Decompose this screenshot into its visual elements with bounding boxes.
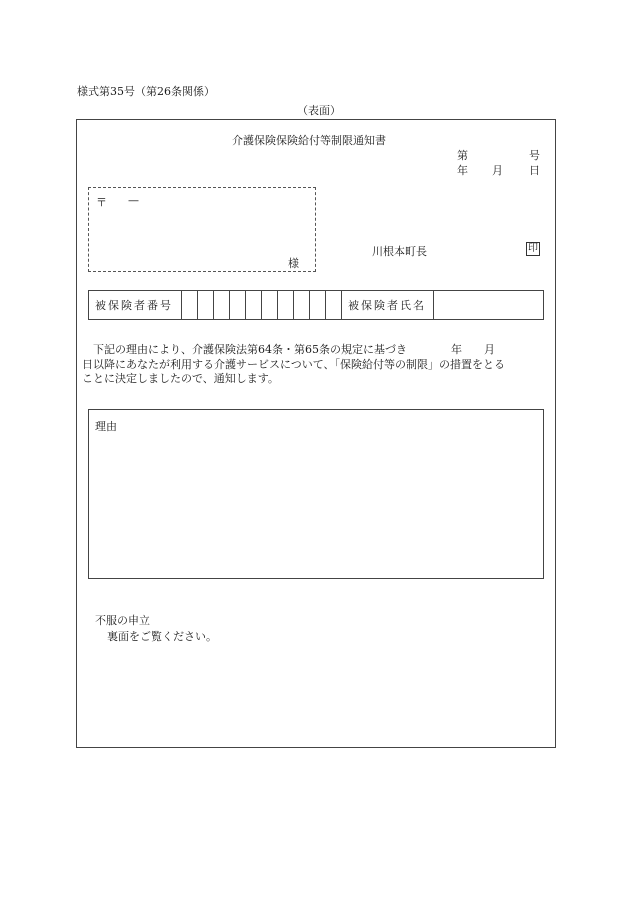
number-prefix: 第 bbox=[457, 149, 468, 162]
form-number-label: 様式第35号（第26条関係） bbox=[77, 85, 215, 98]
number-suffix: 号 bbox=[529, 149, 540, 162]
reason-label: 理由 bbox=[95, 420, 117, 433]
insured-number-digit-8[interactable] bbox=[294, 291, 310, 320]
insured-number-label: 被保険者番号 bbox=[89, 291, 182, 320]
postal-mark: 〒 bbox=[96, 196, 107, 209]
reason-box[interactable] bbox=[88, 409, 544, 579]
side-label: （表面） bbox=[297, 104, 341, 117]
insured-number-digit-9[interactable] bbox=[310, 291, 326, 320]
insured-number-digit-3[interactable] bbox=[214, 291, 230, 320]
seal-stamp: 印 bbox=[528, 243, 538, 254]
date-year-label: 年 bbox=[457, 164, 468, 177]
appeal-body: 裏面をご覧ください。 bbox=[107, 630, 217, 643]
insured-number-digit-10[interactable] bbox=[326, 291, 342, 320]
appeal-title: 不服の申立 bbox=[95, 614, 150, 627]
insured-info-table bbox=[88, 290, 544, 320]
date-month-label: 月 bbox=[492, 164, 503, 177]
insured-name-field[interactable] bbox=[434, 291, 544, 320]
insured-info-row bbox=[89, 291, 544, 320]
insured-number-digit-1[interactable] bbox=[182, 291, 198, 320]
insured-number-digit-5[interactable] bbox=[246, 291, 262, 320]
issuer-name: 川根本町長 bbox=[372, 245, 427, 258]
address-box[interactable] bbox=[88, 187, 316, 272]
body-line-2: 日以降にあなたが利用する介護サービスについて、「保険給付等の制限」の措置をとる bbox=[82, 357, 506, 371]
insured-number-digit-6[interactable] bbox=[262, 291, 278, 320]
insured-number-digit-7[interactable] bbox=[278, 291, 294, 320]
insured-number-digit-4[interactable] bbox=[230, 291, 246, 320]
body-line-3: ことに決定しましたので、通知します。 bbox=[82, 372, 279, 385]
body-line-1: 下記の理由により、介護保険法第64条・第65条の規定に基づき 年 月 bbox=[82, 343, 495, 356]
document-title: 介護保険保険給付等制限通知書 bbox=[232, 134, 386, 147]
postal-dash: — bbox=[128, 194, 139, 207]
insured-name-label: 被保険者氏名 bbox=[342, 291, 434, 320]
date-day-label: 日 bbox=[529, 164, 540, 177]
insured-number-digit-2[interactable] bbox=[198, 291, 214, 320]
honorific-label: 様 bbox=[288, 257, 299, 270]
notice-body bbox=[82, 343, 548, 387]
